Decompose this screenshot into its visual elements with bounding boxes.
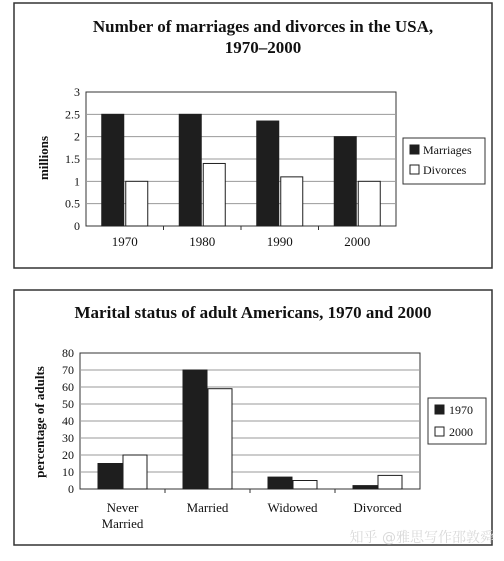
chart1-bar-marriages xyxy=(102,114,124,226)
chart2-bar-1970 xyxy=(98,464,122,490)
chart1-y-tick-label: 1 xyxy=(74,174,80,189)
chart2-bar-2000 xyxy=(123,455,147,489)
chart1-legend-label-marriages: Marriages xyxy=(423,143,472,157)
chart1-x-tick-label: 1990 xyxy=(266,234,293,249)
chart1-y-tick-label: 2.5 xyxy=(65,107,80,122)
chart2-legend xyxy=(428,398,486,444)
chart1-legend-label-divorces: Divorces xyxy=(423,163,467,177)
chart1-bar-marriages xyxy=(179,114,201,226)
chart1-y-tick-label: 0 xyxy=(74,219,80,233)
chart1-legend xyxy=(403,138,485,184)
chart1-ylabel: millions xyxy=(36,135,51,181)
chart2-y-tick-label: 60 xyxy=(62,380,74,394)
chart2-bar-1970 xyxy=(353,486,377,489)
chart1-y-tick-label: 3 xyxy=(74,85,80,99)
chart2-legend-label-2000: 2000 xyxy=(449,425,473,439)
chart2-y-tick-label: 80 xyxy=(62,346,74,360)
chart1-y-tick-label: 2 xyxy=(74,129,80,144)
chart2-legend-swatch-2000 xyxy=(435,427,444,436)
chart2-bar-1970 xyxy=(268,477,292,489)
chart1-bar-divorces xyxy=(126,181,148,226)
chart1-x-tick-label: 2000 xyxy=(344,234,371,249)
chart2-y-tick-label: 0 xyxy=(68,482,74,496)
chart2-x-tick-label: Married xyxy=(186,500,229,515)
chart1-title-line1: Number of marriages and divorces in the USA, xyxy=(92,17,434,36)
chart-marital-status xyxy=(14,290,492,545)
chart2-bar-2000 xyxy=(293,481,317,490)
chart1-bar-divorces xyxy=(358,181,380,226)
chart2-y-tick-label: 40 xyxy=(62,414,74,428)
chart2-y-tick-label: 30 xyxy=(62,431,74,445)
chart1-y-tick-label: 1.5 xyxy=(65,152,80,166)
watermark-text: 知乎 @雅思写作邵敦舜 xyxy=(349,530,494,546)
chart2-bar-2000 xyxy=(208,389,232,489)
chart1-legend-swatch-marriages xyxy=(410,145,419,154)
chart2-legend-label-1970: 1970 xyxy=(449,403,473,417)
chart2-title: Marital status of adult Americans, 1970 and 2000 xyxy=(74,303,432,322)
chart2-x-tick-label: Divorced xyxy=(353,500,402,515)
chart2-y-tick-label: 70 xyxy=(62,363,74,377)
chart2-bar-2000 xyxy=(378,475,402,489)
chart2-x-tick-label: Widowed xyxy=(267,500,318,515)
chart1-y-tick-label: 0.5 xyxy=(65,196,80,211)
chart1-bar-marriages xyxy=(334,137,356,226)
chart1-bar-divorces xyxy=(281,177,303,226)
chart2-bar-1970 xyxy=(183,370,207,489)
chart1-bar-divorces xyxy=(203,163,225,226)
chart2-y-tick-labels xyxy=(62,346,74,496)
chart-marriages-divorces xyxy=(14,3,492,268)
chart2-legend-swatch-1970 xyxy=(435,405,444,414)
chart2-x-tick-label: Never xyxy=(106,500,139,515)
chart2-x-tick-label: Married xyxy=(101,516,144,531)
chart1-x-tick-label: 1970 xyxy=(111,234,138,249)
chart2-y-tick-label: 50 xyxy=(62,397,74,411)
chart2-y-tick-label: 10 xyxy=(62,465,74,479)
chart1-title-line2: 1970–2000 xyxy=(224,38,302,57)
chart2-ylabel: percentage of adults xyxy=(32,366,47,478)
chart1-legend-swatch-divorces xyxy=(410,165,419,174)
chart2-y-tick-label: 20 xyxy=(62,448,74,462)
chart1-bar-marriages xyxy=(257,121,279,226)
chart1-x-tick-label: 1980 xyxy=(189,234,216,249)
